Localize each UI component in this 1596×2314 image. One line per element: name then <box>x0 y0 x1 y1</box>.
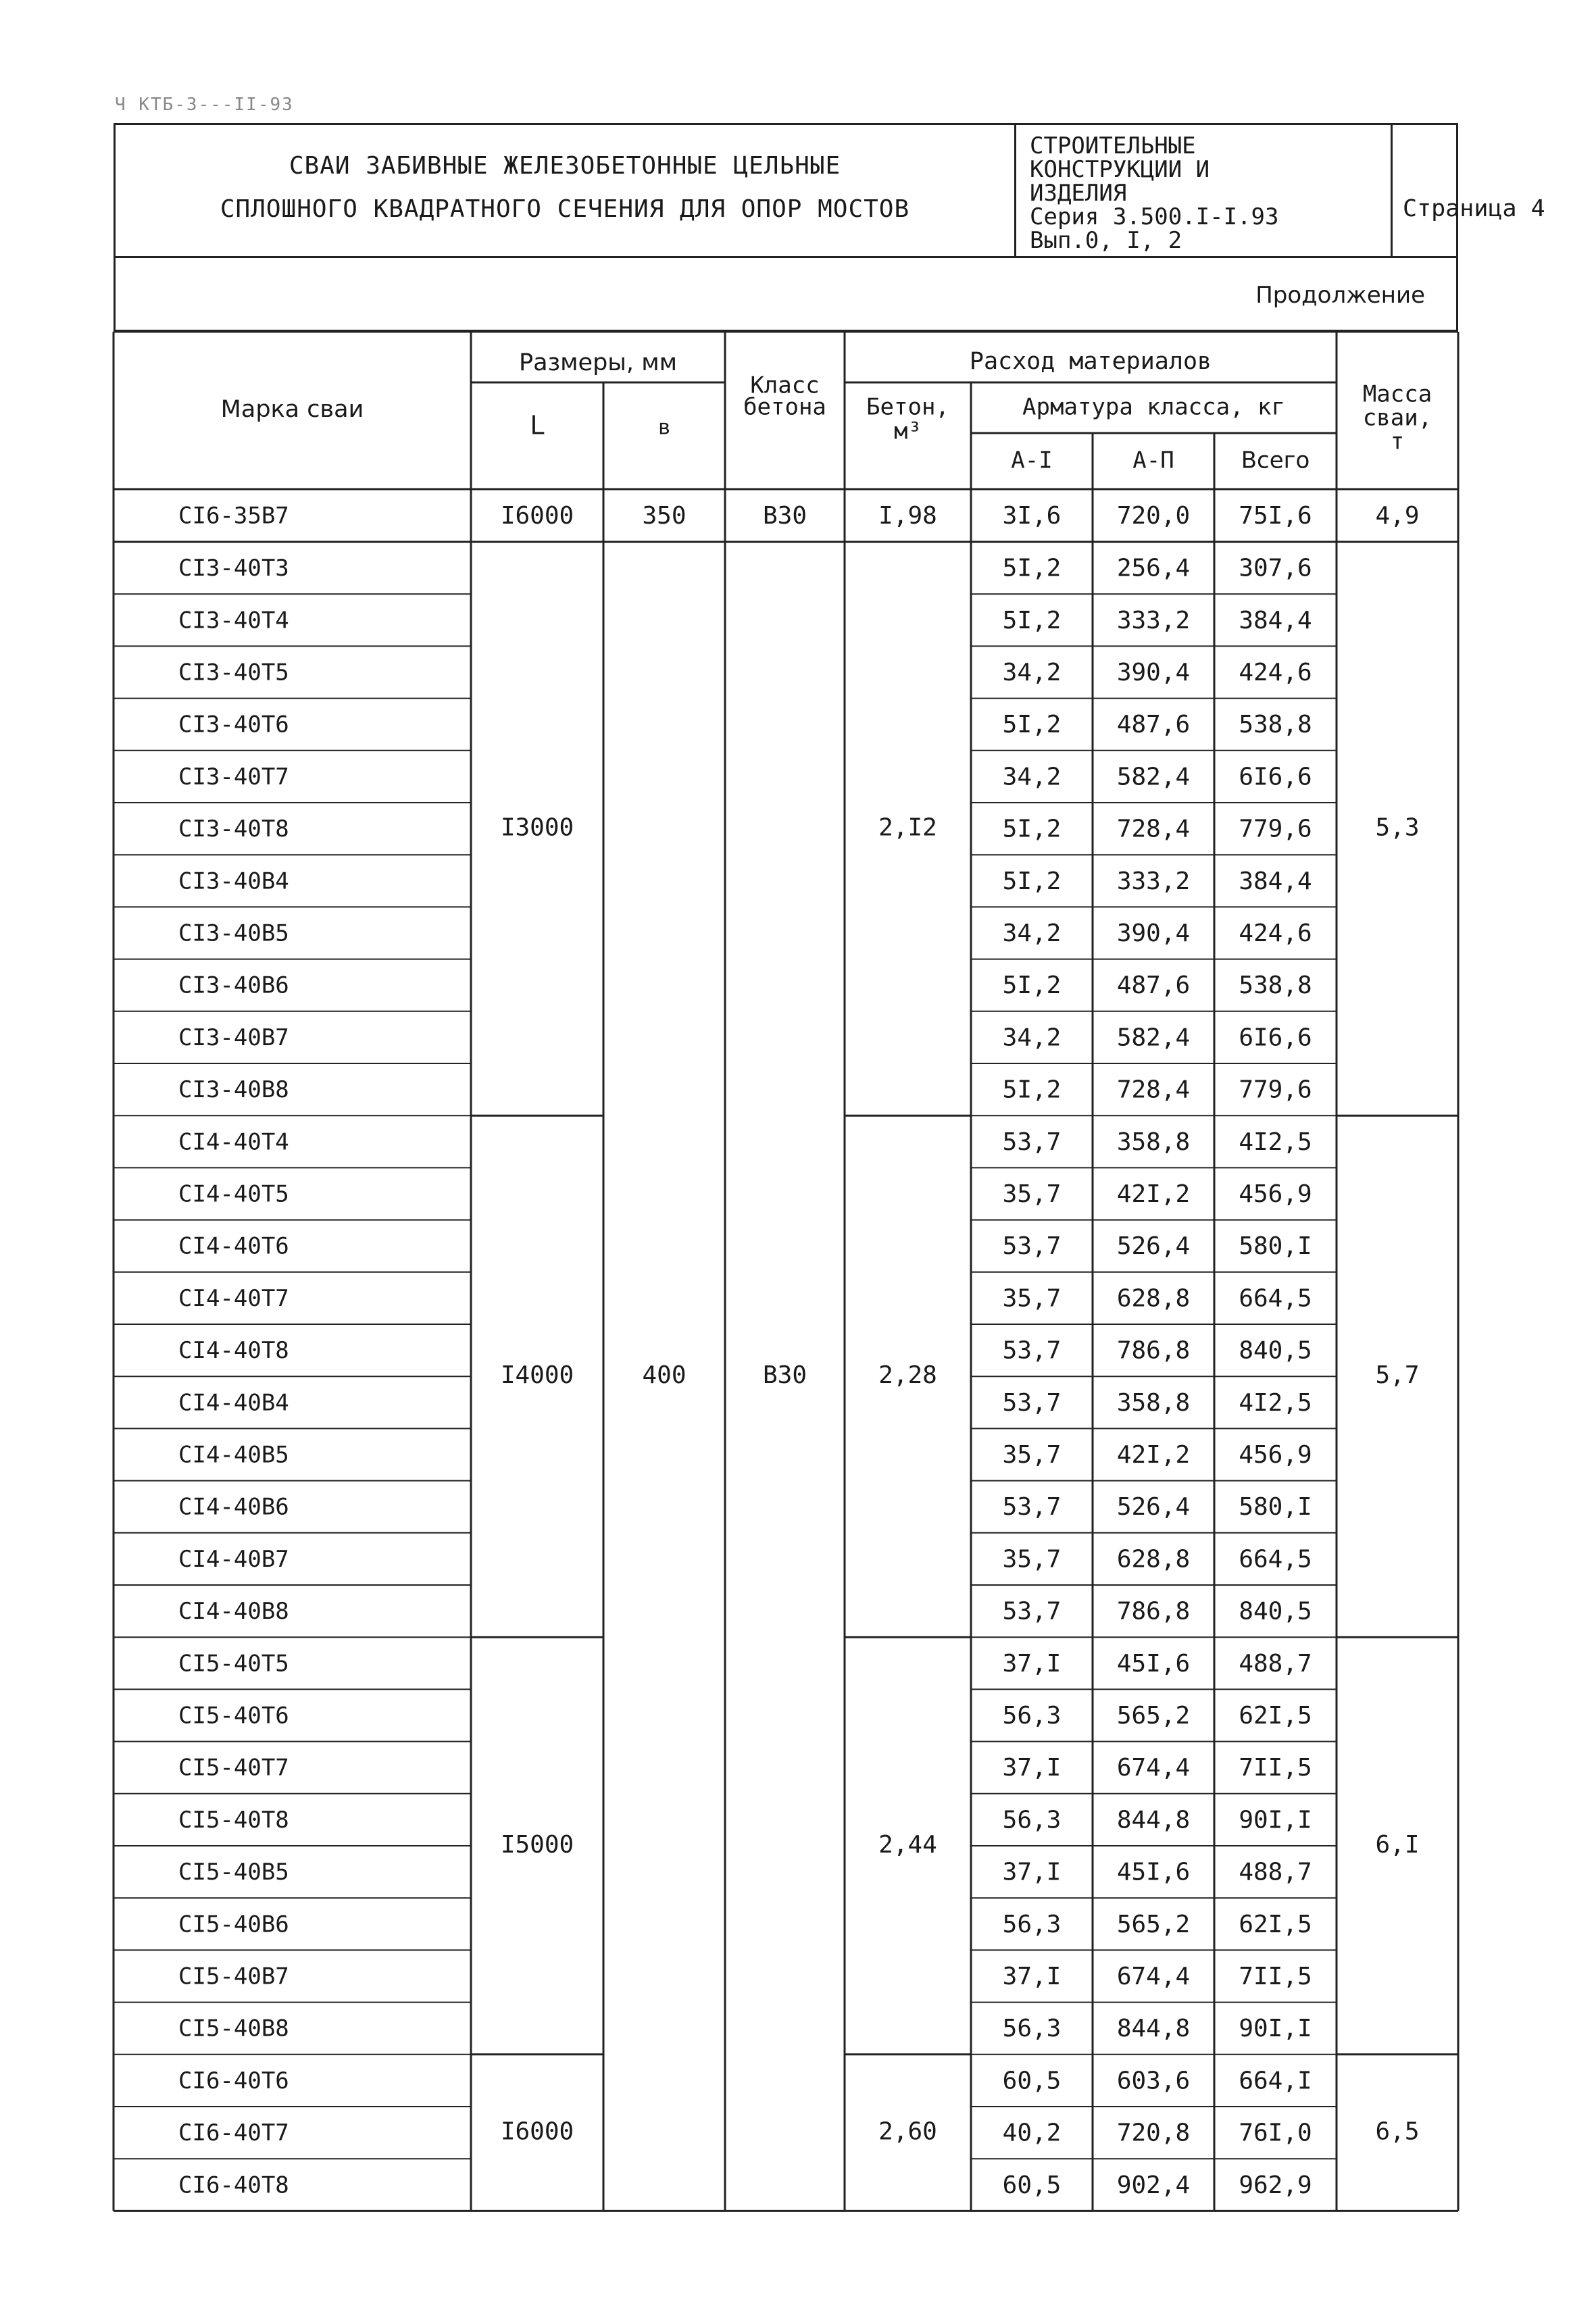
table-row-a1: 5I,2 <box>1002 1076 1062 1104</box>
table-row-total: 307,6 <box>1239 554 1312 582</box>
table-row-total: 76I,0 <box>1239 2119 1312 2147</box>
table-row-total: 7II,5 <box>1239 1963 1312 1990</box>
group-concrete: 2,60 <box>878 2117 937 2146</box>
table-row-a1: 56,3 <box>1002 1806 1062 1834</box>
table-row-a2: 674,4 <box>1116 1754 1191 1782</box>
table-row-a2: 786,8 <box>1116 1336 1191 1365</box>
header-width: в <box>658 416 670 440</box>
header-mark: Марка сваи <box>220 396 364 423</box>
table-row-a2: 390,4 <box>1116 659 1191 686</box>
table-row-mark: CI3-40T7 <box>178 763 289 790</box>
table-row-total: 4I2,5 <box>1239 1128 1312 1156</box>
table-row-a2: 565,2 <box>1116 1702 1191 1730</box>
table-row-mark: CI4-40B8 <box>178 1598 289 1626</box>
table-row-width: 350 <box>642 502 687 530</box>
table-row-mark: CI3-40T6 <box>178 711 289 738</box>
table-row-mark: CI4-40T8 <box>178 1337 289 1365</box>
group-length: I5000 <box>500 1831 574 1859</box>
table-row-a1: 5I,2 <box>1002 867 1062 895</box>
table-row-mark: CI6-35B7 <box>178 502 289 530</box>
table-row-a1: 53,7 <box>1002 1388 1062 1417</box>
table-row-a1: 40,2 <box>1002 2119 1062 2147</box>
table-row-a1: 53,7 <box>1002 1336 1062 1365</box>
table-row-a2: 565,2 <box>1116 1910 1191 1938</box>
table-row-class: B30 <box>762 502 807 530</box>
shared-class: B30 <box>762 1361 807 1390</box>
table-row-a2: 45I,6 <box>1116 1649 1191 1678</box>
table-row-a1: 60,5 <box>1002 2171 1062 2199</box>
series-line-1: СТРОИТЕЛЬНЫЕ <box>1030 132 1196 159</box>
series-line-2: КОНСТРУКЦИИ И <box>1030 156 1210 183</box>
table-row-a2: 526,4 <box>1116 1493 1191 1521</box>
table-row-mark: CI3-40T3 <box>178 555 289 582</box>
table-row-a2: 582,4 <box>1116 763 1191 791</box>
table-row-a2: 674,4 <box>1116 1963 1191 1990</box>
table-row-mark: CI3-40B6 <box>178 972 289 999</box>
table-row-a2: 603,6 <box>1116 2067 1191 2095</box>
table-row-a1: 35,7 <box>1002 1284 1062 1313</box>
table-row-total: 456,9 <box>1239 1441 1312 1469</box>
table-row-total: 424,6 <box>1239 659 1312 686</box>
table-row-mark: CI5-40B8 <box>178 2015 289 2042</box>
header-class-line2: бетона <box>743 393 826 421</box>
table-row-mark: CI3-40T5 <box>178 659 289 686</box>
table-row-mark: CI4-40B6 <box>178 1493 289 1521</box>
series-line-5: Вып.0, I, 2 <box>1030 227 1182 254</box>
table-row-mark: CI4-40T5 <box>178 1180 289 1208</box>
table-row-total: 538,8 <box>1239 972 1312 1000</box>
table-row-mark: CI5-40B5 <box>178 1859 289 1886</box>
table-row-a2: 358,8 <box>1116 1128 1191 1156</box>
table-row-a2: 786,8 <box>1116 1597 1191 1626</box>
table-row-total: 75I,6 <box>1239 502 1312 530</box>
table-row-a2: 390,4 <box>1116 920 1191 947</box>
table-row-a2: 333,2 <box>1116 606 1191 634</box>
table-row-a1: 5I,2 <box>1002 711 1062 739</box>
table-row-a2: 582,4 <box>1116 1024 1191 1052</box>
table-row-mark: CI3-40T8 <box>178 815 289 843</box>
table-row-a1: 56,3 <box>1002 1910 1062 1938</box>
table-row-a2: 42I,2 <box>1116 1441 1191 1469</box>
page-label: Страница 4 <box>1403 195 1545 222</box>
table-row-total: 779,6 <box>1239 815 1312 843</box>
header-length: L <box>530 410 545 441</box>
table-row-total: 6I6,6 <box>1239 763 1312 791</box>
table-row-mark: CI5-40T7 <box>178 1754 289 1782</box>
table-row-total: 664,5 <box>1239 1545 1312 1574</box>
table-row-mark: CI4-40T6 <box>178 1232 289 1260</box>
header-consumption: Расход материалов <box>969 348 1212 375</box>
table-row-a2: 720,0 <box>1116 502 1191 530</box>
group-mass: 5,7 <box>1375 1361 1420 1390</box>
table-row-a1: 5I,2 <box>1002 972 1062 1000</box>
table-row-a1: 34,2 <box>1002 920 1062 947</box>
table-row-a1: 34,2 <box>1002 763 1062 791</box>
table-row-total: 456,9 <box>1239 1180 1312 1208</box>
table-row-mark: CI4-40T4 <box>178 1128 289 1156</box>
group-length: I4000 <box>500 1361 574 1390</box>
table-row-a2: 728,4 <box>1116 815 1191 843</box>
table-row-a1: 37,I <box>1002 1963 1062 1990</box>
table-row-mark: CI5-40T5 <box>178 1650 289 1678</box>
table-row-a1: 3I,6 <box>1002 502 1062 530</box>
table-row-a1: 53,7 <box>1002 1128 1062 1156</box>
header-mass-line3: т <box>1390 428 1405 455</box>
table-row-a2: 526,4 <box>1116 1232 1191 1261</box>
table-row-a1: 53,7 <box>1002 1232 1062 1261</box>
table-row-a1: 35,7 <box>1002 1545 1062 1574</box>
group-mass: 5,3 <box>1375 813 1420 842</box>
table-row-mark: CI3-40B5 <box>178 920 289 947</box>
table-row-a1: 56,3 <box>1002 2015 1062 2043</box>
document-code: Ч КТБ-3---II-93 <box>115 95 294 115</box>
table-row-total: 7II,5 <box>1239 1754 1312 1782</box>
header-rebar-a1: А-I <box>1011 447 1053 474</box>
header-rebar-a2: А-П <box>1132 447 1174 474</box>
table-row-a2: 844,8 <box>1116 2015 1191 2043</box>
group-length: I3000 <box>500 813 574 842</box>
table-row-total: 6I6,6 <box>1239 1024 1312 1052</box>
table-row-mark: CI6-40T7 <box>178 2119 289 2147</box>
series-line-4: Серия 3.500.I-I.93 <box>1030 203 1279 230</box>
table-row-a1: 34,2 <box>1002 659 1062 686</box>
table-row-mark: CI3-40B4 <box>178 867 289 895</box>
table-row-total: 488,7 <box>1239 1649 1312 1678</box>
table-row-a1: 35,7 <box>1002 1180 1062 1208</box>
table-row-total: 538,8 <box>1239 711 1312 739</box>
table-row-a2: 628,8 <box>1116 1545 1191 1574</box>
table-row-mark: CI5-40B7 <box>178 1963 289 1990</box>
table-row-a2: 42I,2 <box>1116 1180 1191 1208</box>
header-sizes: Размеры, мм <box>518 349 678 376</box>
table-row-total: 384,4 <box>1239 606 1312 634</box>
table-row-a1: 35,7 <box>1002 1441 1062 1469</box>
table-row-a1: 56,3 <box>1002 1702 1062 1730</box>
table-row-total: 4I2,5 <box>1239 1388 1312 1417</box>
header-mass-line1: Масса <box>1362 380 1432 408</box>
shared-width: 400 <box>642 1361 687 1390</box>
table-row-mark: CI6-40T8 <box>178 2171 289 2199</box>
table-row-mark: CI4-40B4 <box>178 1389 289 1417</box>
table-row-a2: 45I,6 <box>1116 1858 1191 1886</box>
table-row-a1: 37,I <box>1002 1649 1062 1678</box>
table-row-concrete: I,98 <box>878 502 937 530</box>
header-mass-line2: сваи, <box>1362 404 1432 432</box>
table-row-mark: CI4-40B5 <box>178 1441 289 1469</box>
table-row-total: 840,5 <box>1239 1336 1312 1365</box>
table-row-total: 580,I <box>1239 1232 1312 1261</box>
table-row-a2: 256,4 <box>1116 554 1191 582</box>
table-row-total: 840,5 <box>1239 1597 1312 1626</box>
table-row-mark: CI4-40B7 <box>178 1545 289 1573</box>
header-class-line1: Класс <box>750 372 820 399</box>
table-row-total: 962,9 <box>1239 2171 1312 2199</box>
header-concrete-line1: Бетон, <box>866 393 949 421</box>
title-line-1: СВАИ ЗАБИВНЫЕ ЖЕЛЕЗОБЕТОННЫЕ ЦЕЛЬНЫЕ <box>289 152 841 180</box>
table-row-total: 424,6 <box>1239 920 1312 947</box>
table-row-a1: 5I,2 <box>1002 606 1062 634</box>
table-row-total: 580,I <box>1239 1493 1312 1521</box>
table-row-a2: 358,8 <box>1116 1388 1191 1417</box>
table-row-a1: 37,I <box>1002 1754 1062 1782</box>
table-row-mark: CI4-40T7 <box>178 1284 289 1312</box>
group-mass: 6,5 <box>1375 2117 1420 2146</box>
table-row-mark: CI5-40T8 <box>178 1806 289 1834</box>
table-row-a1: 53,7 <box>1002 1597 1062 1626</box>
table-row-a1: 5I,2 <box>1002 554 1062 582</box>
table-row-a1: 37,I <box>1002 1858 1062 1886</box>
table-row-a2: 487,6 <box>1116 972 1191 1000</box>
continuation-label: Продолжение <box>1255 282 1425 309</box>
table-row-total: 779,6 <box>1239 1076 1312 1104</box>
header-concrete-line2: м³ <box>894 418 922 445</box>
header-rebar: Арматура класса, кг <box>1022 393 1285 421</box>
table-row-total: 90I,I <box>1239 2015 1312 2043</box>
table-row-total: 664,I <box>1239 2067 1312 2095</box>
table-row-mark: CI6-40T6 <box>178 2067 289 2094</box>
title-line-2: СПЛОШНОГО КВАДРАТНОГО СЕЧЕНИЯ ДЛЯ ОПОР МОСТОВ <box>220 195 910 223</box>
table-row-a1: 5I,2 <box>1002 815 1062 843</box>
table-row-a2: 628,8 <box>1116 1284 1191 1313</box>
table-row-total: 90I,I <box>1239 1806 1312 1834</box>
table-row-length: I6000 <box>500 502 574 530</box>
table-row-mark: CI3-40B7 <box>178 1024 289 1051</box>
table-row-mark: CI3-40T4 <box>178 607 289 634</box>
table-row-total: 62I,5 <box>1239 1910 1312 1938</box>
table-row-a2: 720,8 <box>1116 2119 1191 2147</box>
group-concrete: 2,28 <box>878 1361 937 1390</box>
series-line-3: ИЗДЕЛИЯ <box>1030 180 1127 207</box>
table-row-a2: 902,4 <box>1116 2171 1191 2199</box>
table-row-mass: 4,9 <box>1375 502 1420 530</box>
table-row-total: 62I,5 <box>1239 1702 1312 1730</box>
table-row-total: 488,7 <box>1239 1858 1312 1886</box>
group-concrete: 2,44 <box>878 1831 937 1859</box>
group-mass: 6,I <box>1375 1831 1420 1859</box>
group-concrete: 2,I2 <box>878 813 937 842</box>
table-row-mark: CI5-40T6 <box>178 1702 289 1730</box>
table-row-a1: 34,2 <box>1002 1024 1062 1052</box>
header-rebar-total: Всего <box>1241 447 1310 474</box>
table-row-a2: 333,2 <box>1116 867 1191 895</box>
table-row-a1: 53,7 <box>1002 1493 1062 1521</box>
table-row-a1: 60,5 <box>1002 2067 1062 2095</box>
table-row-a2: 844,8 <box>1116 1806 1191 1834</box>
group-length: I6000 <box>500 2117 574 2146</box>
table-row-mark: CI5-40B6 <box>178 1911 289 1938</box>
table-row-a2: 487,6 <box>1116 711 1191 739</box>
table-row-a2: 728,4 <box>1116 1076 1191 1104</box>
table-row-total: 384,4 <box>1239 867 1312 895</box>
table-row-mark: CI3-40B8 <box>178 1076 289 1104</box>
table-row-total: 664,5 <box>1239 1284 1312 1313</box>
